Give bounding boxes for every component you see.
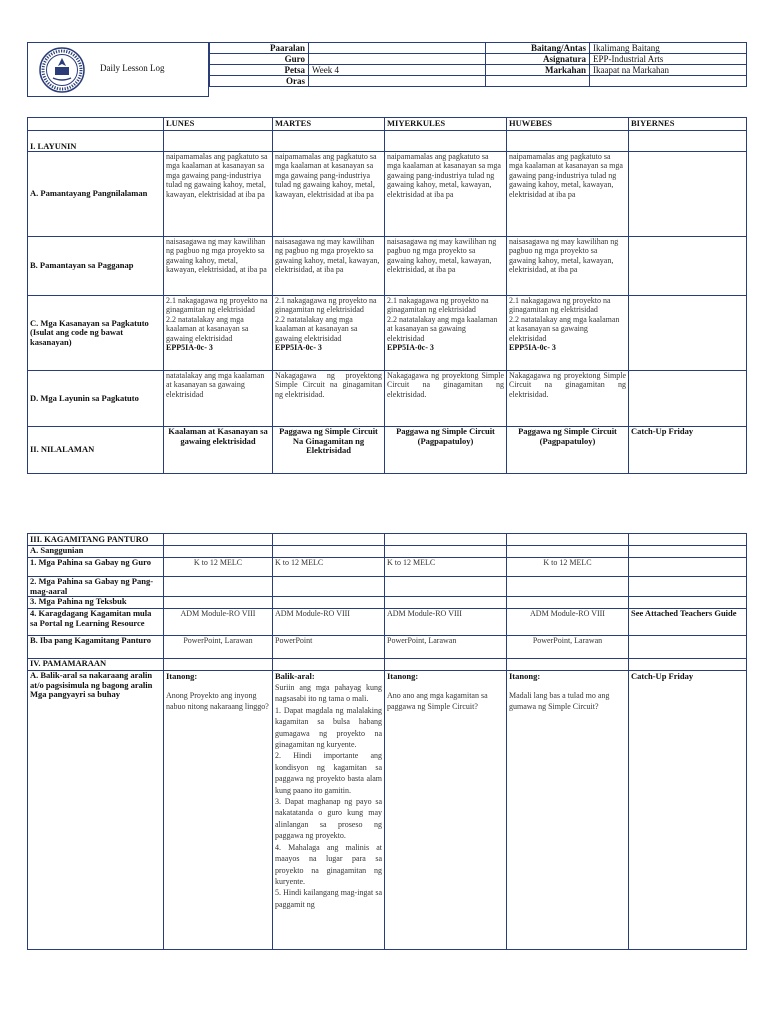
content-cell [273,237,385,296]
day-header-lunes: LUNES [164,118,273,131]
content-cell [385,671,507,950]
content-cell [385,577,507,597]
content-cell [507,659,629,671]
row-label: 4. Karagdagang Kagamitan mula sa Portal ng Learning Resource [28,609,164,636]
cell-text: Nakagagawa ng proyektong Simple Circuit na ginagamitan ng elektrisidad. [509,371,626,399]
content-cell [385,296,507,371]
row-label: B. Pamantayan sa Pagganap [28,237,164,296]
header-value: Ikaapat na Markahan [590,65,747,76]
empty-cell [164,131,273,152]
day-header-empty [28,118,164,131]
header-label: Asignatura [486,54,590,65]
competency-code: EPP5IA-0c- 3 [509,343,556,353]
cell-text: Nakagagawa ng proyektong Simple Circuit na ginagamitan ng elektrisidad. [275,371,382,399]
empty-cell [164,534,273,546]
content-cell [164,427,273,474]
content-cell [507,371,629,427]
empty-cell [385,534,507,546]
content-cell [385,427,507,474]
competency-code: EPP5IA-0c- 3 [166,343,213,353]
cell-text: 2.1 nakagagawa ng proyekto na ginagamitan ng elektrisidad 2.2 natatalakay ang mga kaalaman at kasanayan sa gawaing elektrisidad [166,296,268,343]
content-cell [507,296,629,371]
header-value: Week 4 [309,65,486,76]
content-text: Catch-Up Friday [631,426,694,436]
content-cell [385,371,507,427]
cell-text: naipamamalas ang pagkatuto sa mga kaalaman at kasanayan sa mga gawaing pang-industriya tulad ng gawaing kahoy, metal, kawayan, elektrisidad at iba pa [275,152,377,199]
content-text: Paggawa ng Simple Circuit (Pagpapatuloy) [518,426,617,446]
content-cell [164,371,273,427]
content-cell [164,577,273,597]
cell-text: naisasagawa ng may kawilihan ng pagbuo ng mga proyekto sa gawaing kahoy, metal, kawayan, elektrisidad, at iba pa [387,237,497,275]
empty-cell [507,131,629,152]
content-cell [164,152,273,237]
content-cell [164,296,273,371]
row-label: 1. Mga Pahina sa Gabay ng Guro [28,558,164,577]
content-cell: PowerPoint [273,636,385,659]
content-cell [164,659,273,671]
header-label: Markahan [486,65,590,76]
content-cell: ADM Module-RO VIII [273,609,385,636]
row-label: D. Mga Layunin sa Pagkatuto [28,371,164,427]
content-cell [507,427,629,474]
cell-text: 2.1 nakagagawa ng proyekto na ginagamitan ng elektrisidad 2.2 natatalakay ang mga kaalaman at kasanayan sa gawaing elektrisidad [509,296,620,343]
cell-text: 2.1 nakagagawa ng proyekto na ginagamitan ng elektrisidad 2.2 natatalakay ang mga kaalaman at kasanayan sa gawaing elektrisidad [387,296,498,343]
table-row [28,427,747,474]
content-cell [385,237,507,296]
content-cell: ADM Module-RO VIII [507,609,629,636]
header-label: Baitang/Antas [486,43,590,54]
row-label: A. Balik-aral sa nakaraang aralin at/o pagsisimula ng bagong aralin Mga pangyayri sa buhay [28,671,164,950]
table-row [28,558,747,577]
header-value: EPP-Industrial Arts [590,54,747,65]
content-cell [164,597,273,609]
cell-text: naipamamalas ang pagkatuto sa mga kaalaman at kasanayan sa mga gawaing pang-industriya tulad ng gawaing kahoy, metal, kawayan, elektrisidad at iba pa [166,152,268,199]
cell-text: naisasagawa ng may kawilihan ng pagbuo ng mga proyekto sa gawaing kahoy, metal, kawayan, elektrisidad, at iba pa [275,237,380,275]
content-cell [273,296,385,371]
table-row [28,152,747,237]
day-header-biyernes: BIYERNES [629,118,747,131]
content-cell: PowerPoint, Larawan [385,636,507,659]
content-cell [507,671,629,950]
content-cell [273,671,385,950]
table-row [28,636,747,659]
day-header-row [28,118,747,131]
content-cell [507,546,629,558]
cell-heading: Itanong: [166,671,198,681]
content-cell [385,152,507,237]
content-cell: K to 12 MELC [273,558,385,577]
content-text: Paggawa ng Simple Circuit (Pagpapatuloy) [396,426,495,446]
section-title-row [28,131,747,152]
cell-heading: Itanong: [387,671,419,681]
content-cell [629,636,747,659]
cell-text: Ano ano ang mga kagamitan sa paggawa ng Simple Circuit? [387,691,488,712]
row-label: A. Pamantayang Pangnilalaman [28,152,164,237]
cell-text: Madali lang bas a tulad mo ang gumawa ng Simple Circuit? [509,691,610,712]
content-cell [164,546,273,558]
cell-text: naipamamalas ang pagkatuto sa mga kaalaman at kasanayan sa mga gawaing pang-industriya tulad ng gawaing kahoy, metal, kawayan, elektrisidad at iba pa [509,152,623,199]
cell-text: Nakagagawa ng proyektong Simple Circuit na ginagamitan ng elektrisidad. [387,371,504,399]
content-cell [273,371,385,427]
section-title-layunin: I. LAYUNIN [28,131,164,152]
header-row [210,76,747,87]
content-cell [507,577,629,597]
content-text: Kaalaman at Kasanayan sa gawaing elektrisidad [168,426,268,446]
content-cell [629,577,747,597]
cell-text: Anong Proyekto ang inyong nabuo nitong nakaraang linggo? [166,691,269,712]
table-row [28,659,747,671]
cell-text: naisasagawa ng may kawilihan ng pagbuo ng mga proyekto sa gawaing kahoy, metal, kawayan, elektrisidad, at iba pa [166,237,267,275]
content-cell [507,597,629,609]
cell-heading: Balik-aral: [275,671,315,681]
content-cell [629,427,747,474]
row-label: B. Iba pang Kagamitang Panturo [28,636,164,659]
header-value [309,43,486,54]
header-value [309,76,486,87]
content-cell [629,296,747,371]
content-cell [629,237,747,296]
content-cell [507,152,629,237]
table-row [28,296,747,371]
empty-cell [629,131,747,152]
content-cell: ADM Module-RO VIII [164,609,273,636]
empty-cell [507,534,629,546]
competency-code: EPP5IA-0c- 3 [275,343,322,353]
table-row [28,237,747,296]
cell-text: naipamamalas ang pagkatuto sa mga kaalaman at kasanayan sa mga gawaing pang-industriya tulad ng gawaing kahoy, metal, kawayan, elektrisidad at iba pa [387,152,501,199]
content-cell: PowerPoint, Larawan [507,636,629,659]
content-cell [629,371,747,427]
row-label: II. NILALAMAN [28,427,164,474]
content-cell [273,546,385,558]
content-cell [273,659,385,671]
row-label: 2. Mga Pahina sa Gabay ng Pang-mag-aaral [28,577,164,597]
content-cell [385,597,507,609]
header-row [210,65,747,76]
day-header-miyerkules: MIYERKULES [385,118,507,131]
table-row [28,609,747,636]
cell-text: natatalakay ang mga kaalaman at kasanayan sa gawaing elektrisidad [166,371,265,399]
content-cell: K to 12 MELC [164,558,273,577]
header-info-table [209,42,747,87]
row-label: A. Sanggunian [28,546,164,558]
content-cell [629,152,747,237]
cell-heading: Itanong: [509,671,541,681]
empty-cell [385,131,507,152]
row-label: 3. Mga Pahina ng Teksbuk [28,597,164,609]
row-label: IV. PAMAMARAAN [28,659,164,671]
content-cell: See Attached Teachers Guide [629,609,747,636]
lesson-table-bottom [27,533,747,950]
content-cell [273,152,385,237]
header-value [590,76,747,87]
table-row [28,671,747,950]
content-cell [273,427,385,474]
header-label: Paaralan [210,43,309,54]
content-cell [164,671,273,950]
empty-cell [273,534,385,546]
content-text: Paggawa ng Simple Circuit Na Ginagamitan ng Elektrisidad [279,426,378,455]
day-header-martes: MARTES [273,118,385,131]
header-label: Oras [210,76,309,87]
section-title-row [28,534,747,546]
content-cell: ADM Module-RO VIII [385,609,507,636]
content-cell [385,546,507,558]
cell-text: naisasagawa ng may kawilihan ng pagbuo ng mga proyekto sa gawaing kahoy, metal, kawayan, elektrisidad, at iba pa [509,237,619,275]
content-cell [164,237,273,296]
document-title: Daily Lesson Log [100,63,165,73]
content-cell [629,546,747,558]
cell-text: Suriin ang mga pahayag kung nagsasabi ito ng tama o mali. 1. Dapat magdala ng malalaking kagamitan sa bulsa habang gumagawa ng proyekto na ginagamitan ng kuryente. 2. Hindi importante ang kondisyon ng kagamitan sa paggawa ng proyekto basta alam kung paano ito gamitin. 3. Dapat maghanap ng payo sa nakatatanda o guro kung may alinlangan sa proseso ng paggawa ng proyekto. 4. Mahalaga ang malinis at maayos na lugar para sa proyekto na ginagamitan ng kuryente. 5. Hindi kailangang mag-ingat sa paggamit ng [275,683,382,909]
empty-cell [273,131,385,152]
table-row [28,577,747,597]
competency-code: EPP5IA-0c- 3 [387,343,434,353]
header-row [210,54,747,65]
school-logo-area [27,42,209,97]
table-row [28,546,747,558]
content-cell [629,597,747,609]
header-value: Ikalimang Baitang [590,43,747,54]
content-cell [507,237,629,296]
header-label [486,76,590,87]
content-cell [629,671,747,950]
content-cell: K to 12 MELC [385,558,507,577]
content-cell [273,597,385,609]
header-label: Petsa [210,65,309,76]
header-value [309,54,486,65]
cell-text: 2.1 nakagagawa ng proyekto na ginagamitan ng elektrisidad 2.2 natatalakay ang mga kaalaman at kasanayan sa gawaing elektrisidad [275,296,377,343]
header-row [210,43,747,54]
table-row [28,597,747,609]
empty-cell [629,534,747,546]
header-label: Guro [210,54,309,65]
lesson-table-top [27,117,747,474]
row-label: C. Mga Kasanayan sa Pagkatuto (Isulat ang code ng bawat kasanayan) [28,296,164,371]
table-row [28,371,747,427]
section-title-kagamitan: III. KAGAMITANG PANTURO [28,534,164,546]
content-cell [629,659,747,671]
content-cell [385,659,507,671]
day-header-huwebes: HUWEBES [507,118,629,131]
content-cell: K to 12 MELC [507,558,629,577]
deped-seal-icon [33,46,91,94]
content-cell: PowerPoint, Larawan [164,636,273,659]
content-cell [273,577,385,597]
content-cell [629,558,747,577]
cell-heading: Catch-Up Friday [631,671,694,681]
